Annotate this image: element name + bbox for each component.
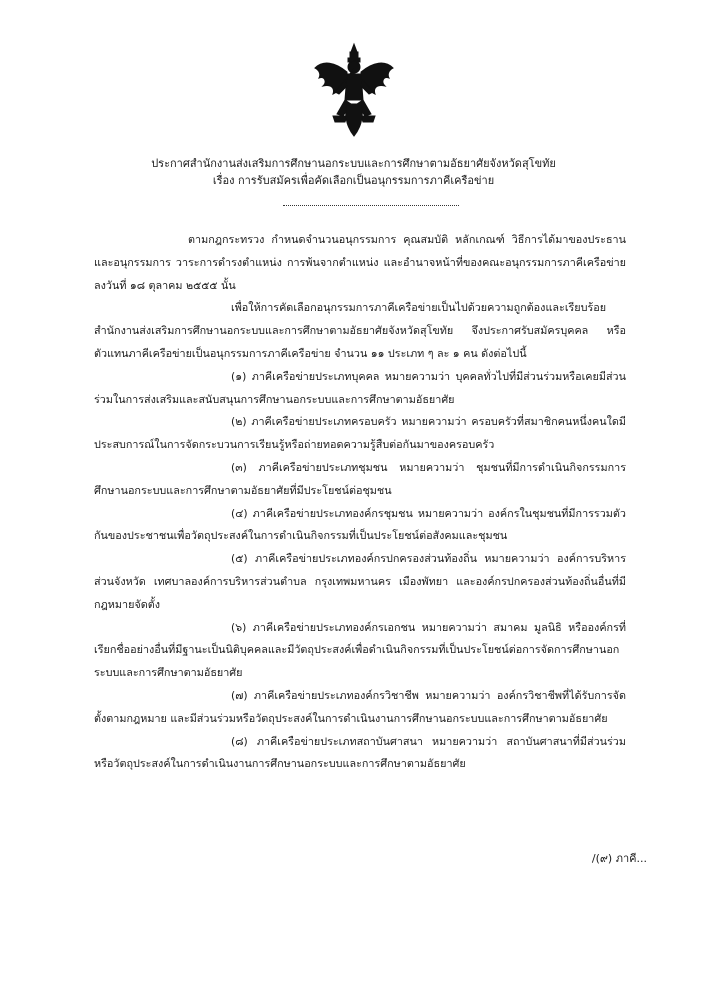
list-item: (๖) ภาคีเครือข่ายประเภทองค์กรเอกชน หมายความว่า สมาคม มูลนิธิ หรือองค์กรที่เรียกชื่ออย่างอื่นที่มีฐานะเป็นนิติบุคคลและมีวัตถุประสงค์เพื่อดำเนินกิจกรรมที่เป็นประโยชน์ต่อการจัดการศึกษานอกระบบและการศึกษาตามอัธยาศัย — [94, 620, 626, 680]
list-item: (๗) ภาคีเครือข่ายประเภทองค์กรวิชาชีพ หมายความว่า องค์กรวิชาชีพที่ได้รับการจัดตั้งตามกฎหมาย และมีส่วนร่วมหรือวัตถุประสงค์ในการดำเนินงานการศึกษานอกระบบและการศึกษาตามอัธยาศัย — [94, 688, 626, 725]
document-body — [94, 229, 626, 776]
continuation-marker: /(๙) ภาคี... — [591, 852, 647, 865]
separator-line — [283, 205, 459, 206]
list-item: (๕) ภาคีเครือข่ายประเภทองค์กรปกครองส่วนท้องถิ่น หมายความว่า องค์การบริหารส่วนจังหวัด เทศบาลองค์การบริหารส่วนตำบล กรุงเทพมหานคร เมืองพัทยา และองค์กรปกครองส่วนท้องถิ่นอื่นที่มีกฎหมายจัดตั้ง — [94, 552, 626, 611]
garuda-emblem-icon — [313, 42, 395, 138]
list-item: (๒) ภาคีเครือข่ายประเภทครอบครัว หมายความว่า ครอบครัวที่สมาชิกคนหนึ่งคนใดมีประสบการณ์ในการจัดกระบวนการเรียนรู้หรือถ่ายทอดความรู้สืบต่อกันมาของครอบครัว — [94, 415, 626, 452]
document-subject: เรื่อง การรับสมัครเพื่อคัดเลือกเป็นอนุกรรมการภาคีเครือข่าย — [212, 174, 495, 187]
list-item: (๘) ภาคีเครือข่ายประเภทสถาบันศาสนา หมายความว่า สถาบันศาสนาที่มีส่วนร่วมหรือวัตถุประสงค์ในการดำเนินงานการศึกษานอกระบบและการศึกษาตามอัธยาศัย — [94, 734, 626, 771]
paragraph-intro: ตามกฎกระทรวง กำหนดจำนวนอนุกรรมการ คุณสมบัติ หลักเกณฑ์ วิธีการได้มาของประธาน และอนุกรรมการ วาระการดำรงตำแหน่ง การพ้นจากตำแหน่ง และอำนาจหน้าที่ของคณะอนุกรรมการภาคีเครือข่าย ลงวันที่ ๑๘ ตุลาคม ๒๕๕๕ นั้น — [94, 233, 626, 292]
list-item: (๔) ภาคีเครือข่ายประเภทองค์กรชุมชน หมายความว่า องค์กรในชุมชนที่มีการรวมตัวกันของประชาชนเพื่อวัตถุประสงค์ในการดำเนินกิจกรรมที่เป็นประโยชน์ต่อสังคมและชุมชน — [94, 506, 626, 543]
paragraph-purpose: เพื่อให้การคัดเลือกอนุกรรมการภาคีเครือข่ายเป็นไปด้วยความถูกต้องและเรียบร้อย สำนักงานส่งเสริมการศึกษานอกระบบและการศึกษาตามอัธยาศัยจังหวัดสุโขทัย จึงประกาศรับสมัครบุคคล หรือตัวแทนภาคีเครือข่ายเป็นอนุกรรมการภาคีเครือข่าย จำนวน ๑๑ ประเภท ๆ ละ ๑ คน ดังต่อไปนี้ — [94, 301, 626, 360]
list-item: (๓) ภาคีเครือข่ายประเภทชุมชน หมายความว่า ชุมชนที่มีการดำเนินกิจกรรมการศึกษานอกระบบและการศึกษาตามอัธยาศัยที่มีประโยชน์ต่อชุมชน — [94, 460, 626, 497]
document-title: ประกาศสำนักงานส่งเสริมการศึกษานอกระบบและการศึกษาตามอัธยาศัยจังหวัดสุโขทัย — [151, 157, 556, 170]
list-item: (๑) ภาคีเครือข่ายประเภทบุคคล หมายความว่า บุคคลทั่วไปที่มีส่วนร่วมหรือเคยมีส่วนร่วมในการส่งเสริมและสนับสนุนการศึกษานอกระบบและการศึกษาตามอัธยาศัย — [94, 369, 626, 406]
